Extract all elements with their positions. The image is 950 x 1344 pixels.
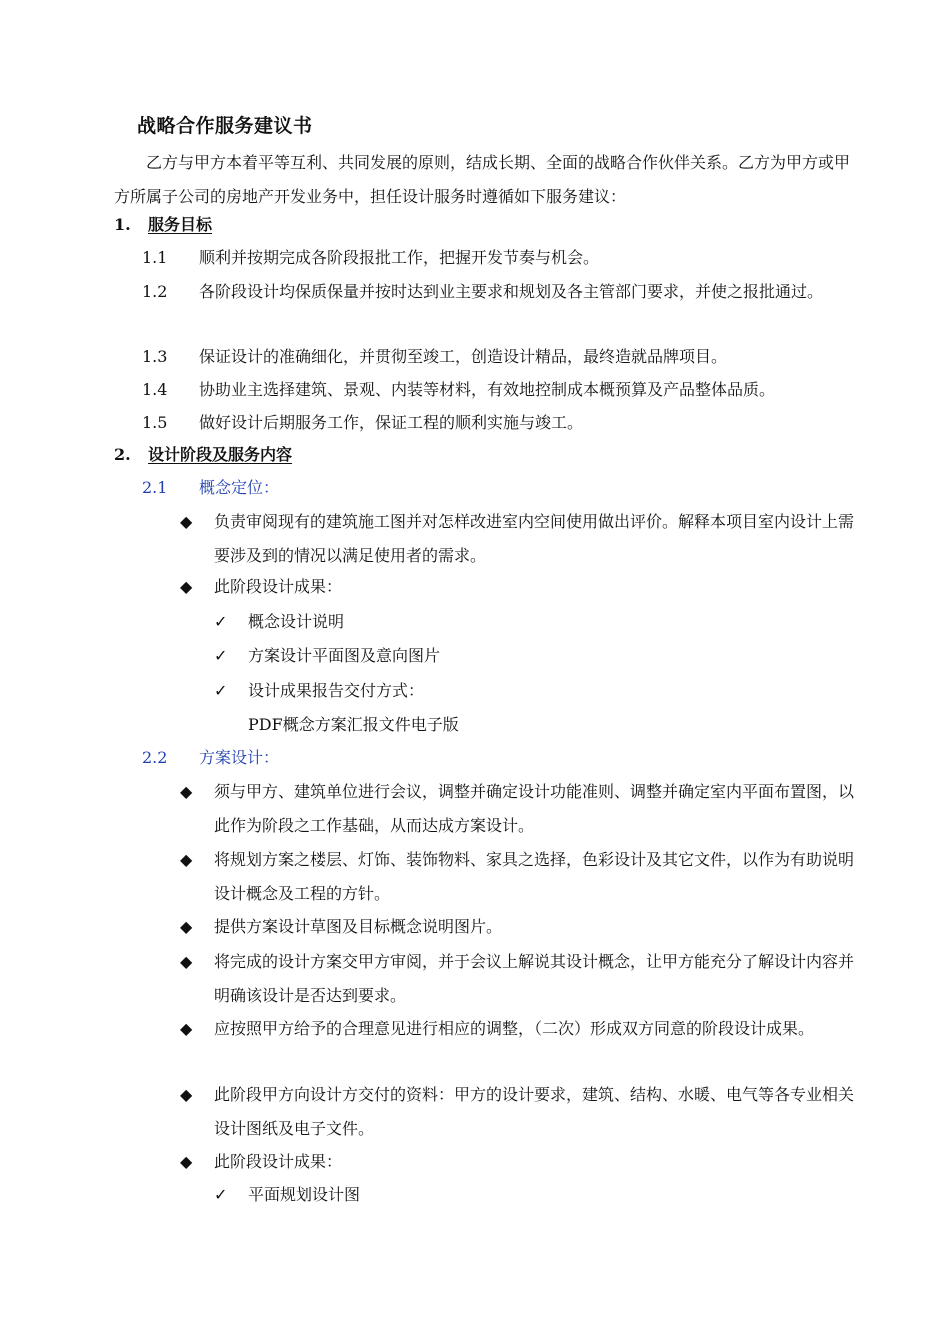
document-title: 战略合作服务建议书: [137, 115, 313, 137]
check-item: [214, 643, 440, 669]
goal-item-number: 1.3: [142, 347, 168, 366]
goal-item-text: 做好设计后期服务工作，保证工程的顺利实施与竣工。: [199, 413, 584, 432]
subsection-2-2-heading: [142, 745, 279, 771]
goal-item-text: 顺利并按期完成各阶段报批工作，把握开发节奏与机会。: [199, 248, 600, 267]
goal-item-3: [142, 340, 862, 373]
bullet-text: 将规划方案之楼层、灯饰、装饰物料、家具之选择，色彩设计及其它文件，以作为有助说明设计概念及工程的方针。: [214, 850, 855, 903]
bullet-item: [180, 910, 864, 944]
check-item: [214, 609, 344, 635]
goal-item-number: 1.5: [142, 413, 168, 432]
check-text: 方案设计平面图及意向图片: [248, 646, 441, 665]
section-2-number: 2.: [114, 445, 131, 464]
intro-text: 乙方与甲方本着平等互利、共同发展的原则，结成长期、全面的战略合作伙伴关系。乙方为甲方或甲方所属子公司的房地产开发业务中，担任设计服务时遵循如下服务建议：: [114, 153, 851, 206]
diamond-bullet-icon: ◆: [180, 1019, 193, 1038]
bullet-item: [180, 570, 864, 604]
bullet-item: [180, 1078, 864, 1146]
subsection-2-1-heading: [142, 475, 279, 501]
delivery-format-text: PDF概念方案汇报文件电子版: [248, 715, 459, 734]
check-item: [214, 1182, 360, 1208]
diamond-bullet-icon: ◆: [180, 1085, 193, 1104]
goal-item-text: 协助业主选择建筑、景观、内装等材料，有效地控制成本概预算及产品整体品质。: [199, 380, 776, 399]
bullet-item: [180, 1012, 864, 1046]
goal-item-text: 各阶段设计均保质保量并按时达到业主要求和规划及各主管部门要求，并使之报批通过。: [199, 282, 824, 301]
check-text: 概念设计说明: [248, 612, 345, 631]
bullet-item: [180, 945, 864, 1013]
subsection-number: 2.2: [142, 748, 168, 767]
subsection-number: 2.1: [142, 478, 168, 497]
diamond-bullet-icon: ◆: [180, 782, 193, 801]
bullet-text: 应按照甲方给予的合理意见进行相应的调整，（二次）形成双方同意的阶段设计成果。: [214, 1019, 815, 1038]
goal-item-number: 1.4: [142, 380, 168, 399]
goal-item-number: 1.1: [142, 248, 168, 267]
goal-item-2: [142, 275, 862, 308]
check-text: 设计成果报告交付方式：: [248, 681, 425, 700]
goal-item-1: [142, 241, 862, 274]
checkmark-icon: ✓: [214, 681, 228, 700]
checkmark-icon: ✓: [214, 1185, 228, 1204]
goal-item-number: 1.2: [142, 282, 168, 301]
section-2-title: 设计阶段及服务内容: [148, 445, 293, 464]
section-1-title: 服务目标: [148, 215, 213, 234]
bullet-item: [180, 1145, 864, 1179]
bullet-item: [180, 775, 864, 843]
bullet-item: [180, 843, 864, 911]
checkmark-icon: ✓: [214, 646, 228, 665]
bullet-text: 负责审阅现有的建筑施工图并对怎样改进室内空间使用做出评价。解释本项目室内设计上需要涉及到的情况以满足使用者的需求。: [214, 512, 855, 565]
bullet-text: 此阶段设计成果：: [214, 1152, 343, 1171]
section-2-heading: [114, 442, 292, 468]
section-1-heading: [114, 212, 212, 238]
goal-item-text: 保证设计的准确细化，并贯彻至竣工，创造设计精品，最终造就品牌项目。: [199, 347, 728, 366]
bullet-text: 将完成的设计方案交甲方审阅，并于会议上解说其设计概念，让甲方能充分了解设计内容并明确该设计是否达到要求。: [214, 952, 855, 1005]
diamond-bullet-icon: ◆: [180, 850, 193, 869]
check-item: [214, 678, 424, 704]
diamond-bullet-icon: ◆: [180, 577, 193, 596]
diamond-bullet-icon: ◆: [180, 952, 193, 971]
bullet-text: 此阶段甲方向设计方交付的资料：甲方的设计要求，建筑、结构、水暖、电气等各专业相关设计图纸及电子文件。: [214, 1085, 855, 1138]
bullet-item: [180, 505, 864, 573]
section-1-number: 1.: [114, 215, 131, 234]
bullet-text: 提供方案设计草图及目标概念说明图片。: [214, 917, 503, 936]
checkmark-icon: ✓: [214, 612, 228, 631]
diamond-bullet-icon: ◆: [180, 917, 193, 936]
subsection-title: 方案设计：: [199, 748, 280, 767]
subsection-title: 概念定位：: [199, 478, 280, 497]
intro-paragraph: [114, 146, 864, 214]
goal-item-5: [142, 406, 862, 439]
bullet-text: 须与甲方、建筑单位进行会议，调整并确定设计功能准则、调整并确定室内平面布置图，以此作为阶段之工作基础，从而达成方案设计。: [214, 782, 855, 835]
diamond-bullet-icon: ◆: [180, 512, 193, 531]
diamond-bullet-icon: ◆: [180, 1152, 193, 1171]
bullet-text: 此阶段设计成果：: [214, 577, 343, 596]
goal-item-4: [142, 373, 862, 406]
check-text: 平面规划设计图: [248, 1185, 361, 1204]
